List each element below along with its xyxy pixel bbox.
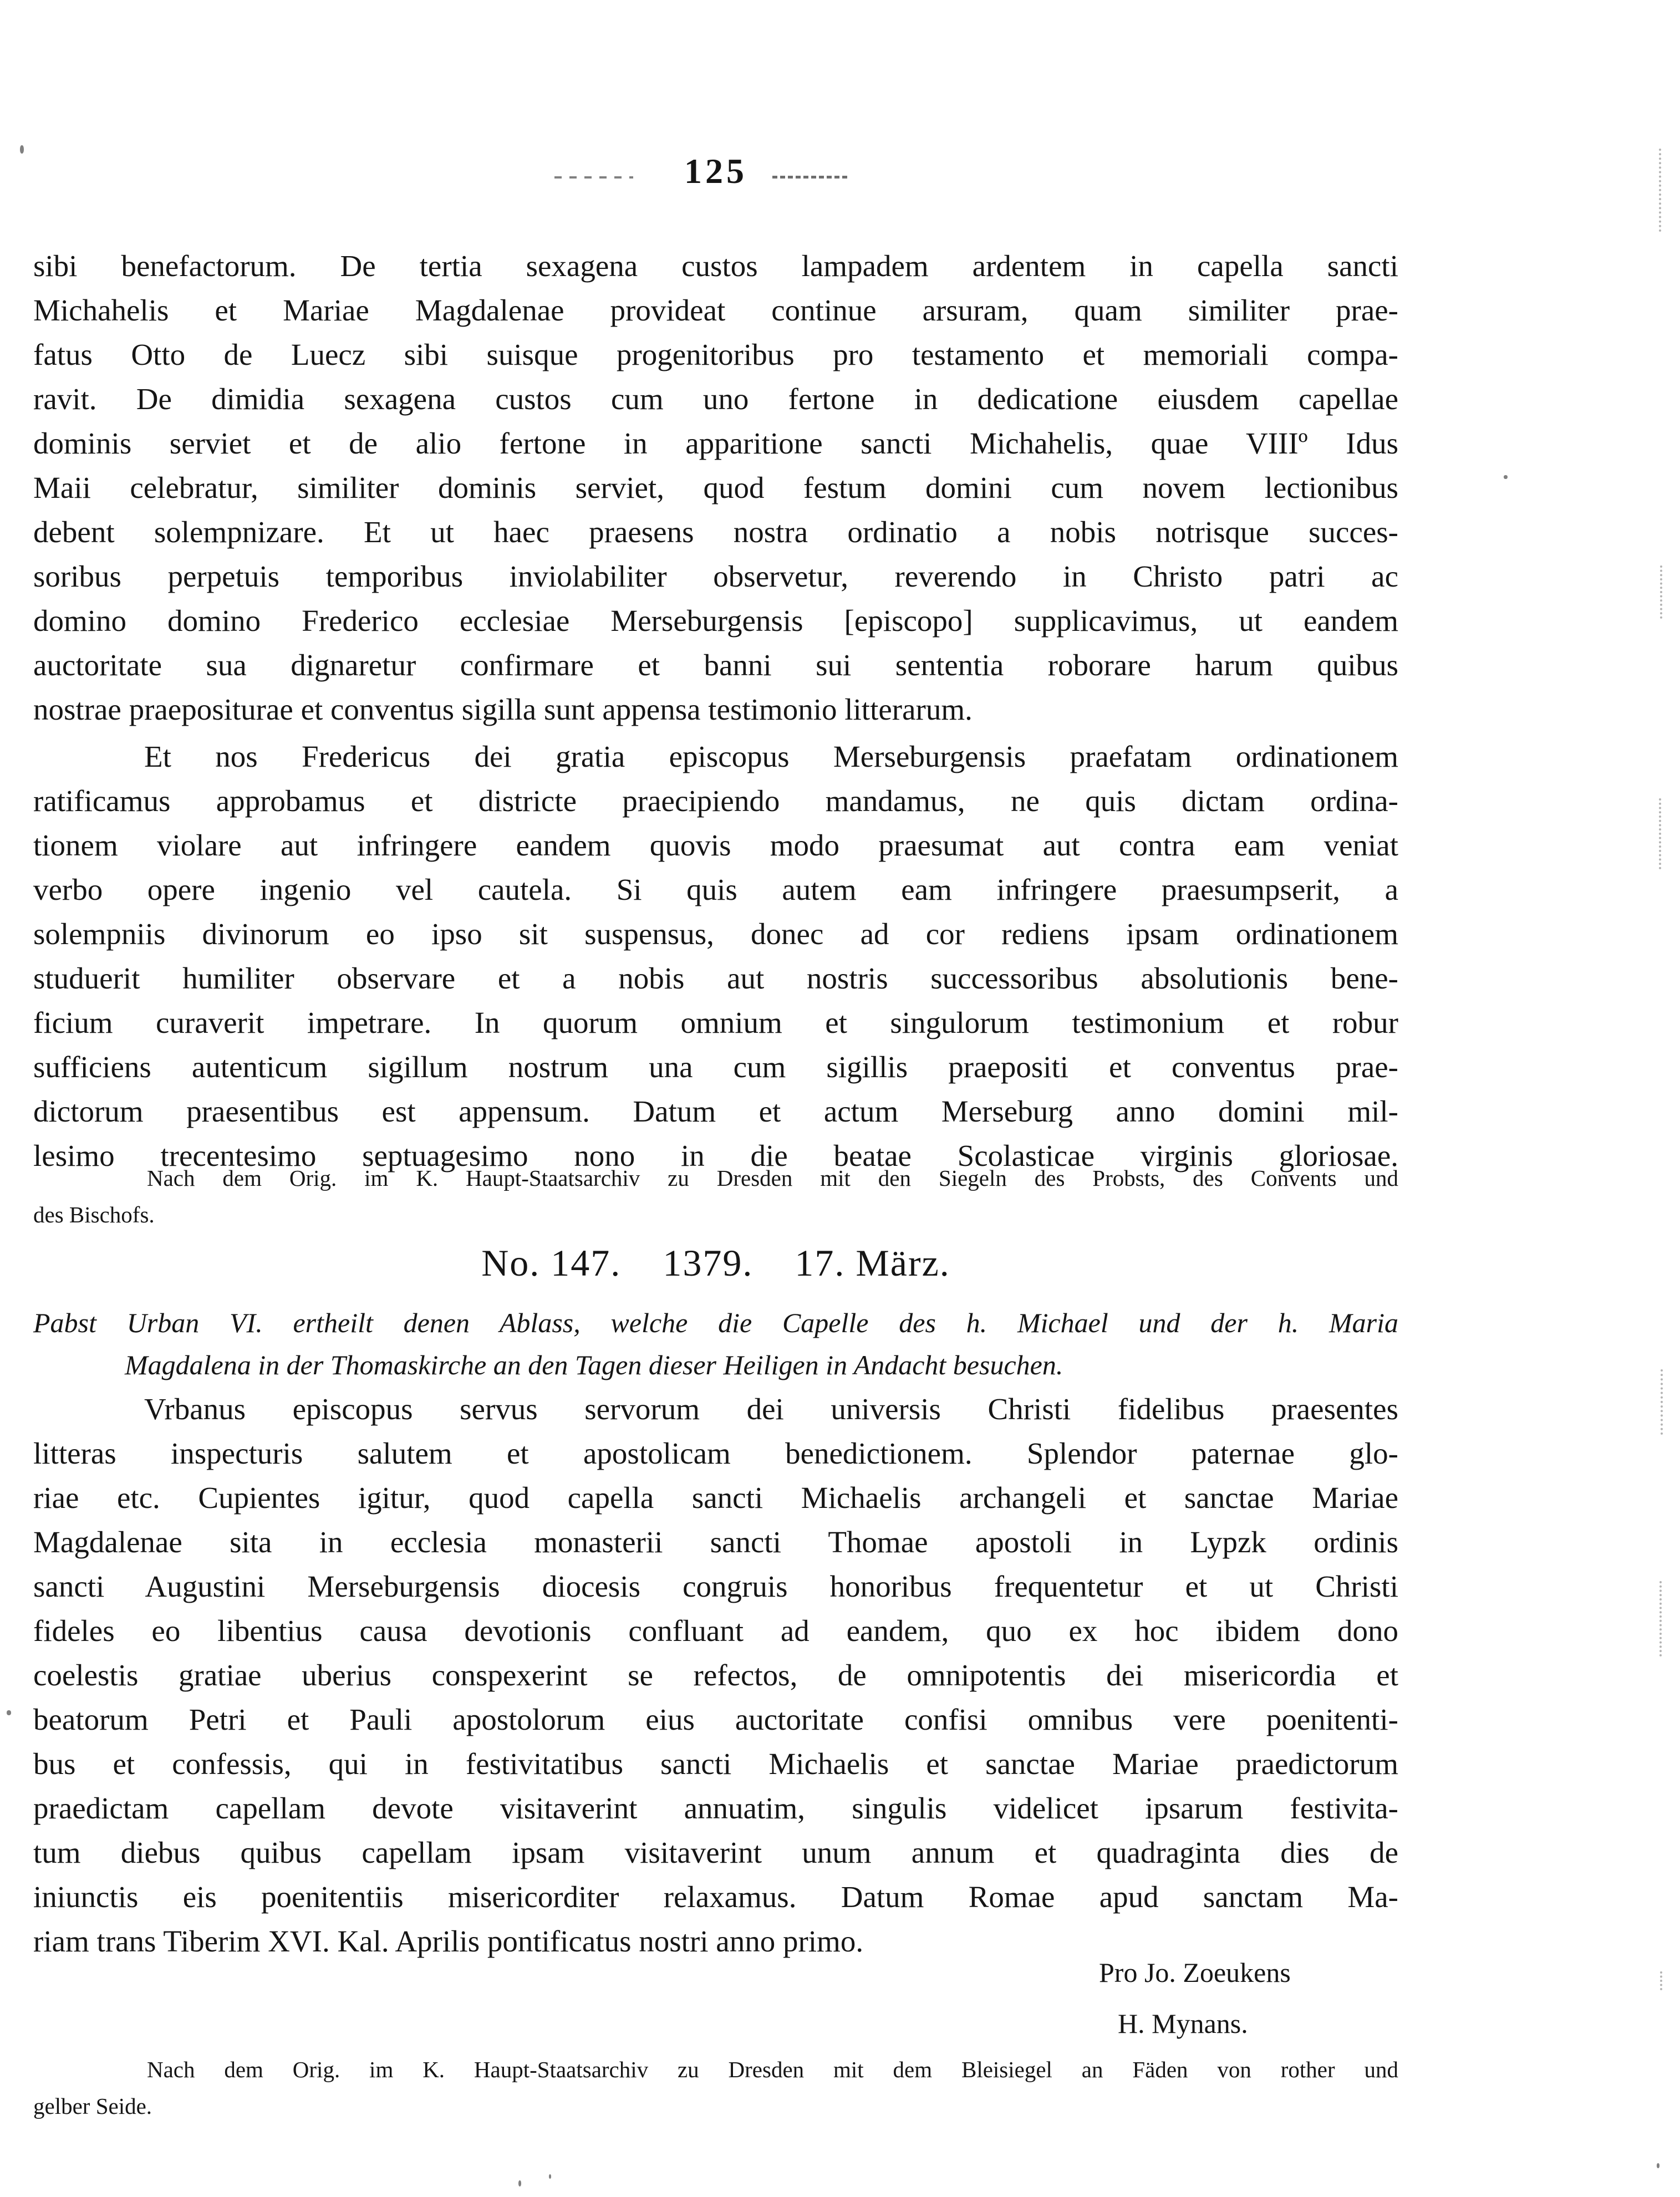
text-line: bus et confessis, qui in festivitatibus sancti Michaelis et sanctae Mariae praedictorum [33,1747,1398,1781]
doc146-source-note [33,1160,1398,1233]
scan-dash-artifact [772,176,850,179]
scan-tick-artifact [1660,565,1662,619]
page-header [33,151,1398,195]
text-line: sufficiens autenticum sigillum nostrum una cum sigillis praepositi et conventus prae- [33,1050,1398,1084]
source-note-line: gelber Seide. [33,2093,152,2119]
scan-speck-artifact [1657,2163,1659,2168]
scan-tick-artifact [1661,1369,1663,1435]
text-line: beatorum Petri et Pauli apostolorum eius auctoritate confisi omnibus vere poenitenti- [33,1702,1398,1736]
text-line: nostrae praepositurae et conventus sigilla sunt appensa testimonio litterarum. [33,692,973,726]
doc146-confirmation-paragraph [33,735,1398,1178]
text-line: riae etc. Cupientes igitur, quod capella sancti Michaelis archangeli et sanctae Mariae [33,1481,1398,1515]
text-line: ratificamus approbamus et districte praecipiendo mandamus, ne quis dictam ordina- [33,784,1398,818]
regest-line: Pabst Urban VI. ertheilt denen Ablass, welche die Capelle des h. Michael und der h. Maria [33,1307,1398,1338]
text-line: Maii celebratur, similiter dominis serviet, quod festum domini cum novem lectionibus [33,471,1398,504]
source-note-line: des Bischofs. [33,1202,155,1227]
doc147-source-note [33,2051,1398,2124]
scan-dash-artifact [554,176,633,179]
text-line: Et nos Fredericus dei gratia episcopus Merseburgensis praefatam ordinationem [144,740,1398,773]
text-line: verbo opere ingenio vel cautela. Si quis autem eam infringere praesumpserit, a [33,873,1398,906]
scan-speck-artifact [1504,475,1508,479]
doc-date: 17. März. [795,1242,950,1284]
scan-speck-artifact [7,1710,11,1715]
scan-speck-artifact [549,2174,551,2179]
text-line: domino domino Frederico ecclesiae Merseburgensis [episcopo] supplicavimus, ut eandem [33,604,1398,638]
signature-line: H. Mynans. [1118,2008,1248,2039]
doc-year: 1379. [663,1242,754,1284]
doc147-body-paragraph [33,1387,1398,1964]
text-line: sancti Augustini Merseburgensis diocesis congruis honoribus frequentetur et ut Christi [33,1569,1398,1603]
scan-tick-artifact [1659,149,1661,232]
doc147-heading [33,1238,1398,1288]
scan-tick-artifact [1659,798,1661,869]
text-line: debent solempnizare. Et ut haec praesens nostra ordinatio a nobis notrisque succes- [33,515,1398,549]
text-line: Magdalenae sita in ecclesia monasterii sancti Thomae apostoli in Lypzk ordinis [33,1525,1398,1559]
text-line: tum diebus quibus capellam ipsam visitaverint unum annum et quadraginta dies de [33,1836,1398,1869]
doc147-regest [33,1302,1398,1386]
text-line: dictorum praesentibus est appensum. Datum et actum Merseburg anno domini mil- [33,1094,1398,1128]
scan-speck-artifact [20,145,24,154]
text-line: tionem violare aut infringere eandem quovis modo praesumat aut contra eam veniat [33,828,1398,862]
text-line: soribus perpetuis temporibus inviolabiliter observetur, reverendo in Christo patri ac [33,559,1398,593]
text-line: fideles eo libentius causa devotionis confluant ad eandem, quo ex hoc ibidem dono [33,1614,1398,1648]
text-line: sibi benefactorum. De tertia sexagena custos lampadem ardentem in capella sancti [33,249,1398,283]
text-line: iniunctis eis poenitentiis misericorditer relaxamus. Datum Romae apud sanctam Ma- [33,1880,1398,1914]
source-note-line: Nach dem Orig. im K. Haupt-Staatsarchiv zu Dresden mit dem Bleisiegel an Fäden von rother und [147,2057,1398,2082]
text-line: Michahelis et Mariae Magdalenae provideat continue arsuram, quam similiter prae- [33,293,1398,327]
source-note-line: Nach dem Orig. im K. Haupt-Staatsarchiv zu Dresden mit den Siegeln des Probsts, des Convents und [147,1165,1398,1191]
text-line: Vrbanus episcopus servus servorum dei universis Christi fidelibus praesentes [144,1392,1398,1426]
text-line: ficium curaverit impetrare. In quorum omnium et singulorum testimonium et robur [33,1006,1398,1039]
doc147-signatures [1099,1947,1443,2049]
doc146-continuation-paragraph [33,244,1398,732]
scan-speck-artifact [518,2180,521,2186]
text-line: lesimo trecentesimo septuagesimo nono in die beatae Scolasticae virginis gloriosae. [33,1139,1398,1173]
scan-tick-artifact [1660,1971,1662,1990]
text-line: studuerit humiliter observare et a nobis aut nostris successoribus absolutionis bene- [33,961,1398,995]
text-line: solempniis divinorum eo ipso sit suspensus, donec ad cor rediens ipsam ordinationem [33,917,1398,951]
text-line: riam trans Tiberim XVI. Kal. Aprilis pontificatus nostri anno primo. [33,1924,864,1958]
text-line: coelestis gratiae uberius conspexerint se refectos, de omnipotentis dei misericordia et [33,1658,1398,1692]
text-line: litteras inspecturis salutem et apostolicam benedictionem. Splendor paternae glo- [33,1436,1398,1470]
text-line: ravit. De dimidia sexagena custos cum uno fertone in dedicatione eiusdem capellae [33,382,1398,416]
doc-number: No. 147. [481,1242,622,1284]
signature-line: Pro Jo. Zoeukens [1099,1957,1291,1988]
regest-line: Magdalena in der Thomaskirche an den Tagen dieser Heiligen in Andacht besuchen. [125,1349,1063,1380]
text-line: auctoritate sua dignaretur confirmare et banni sui sententia roborare harum quibus [33,648,1398,682]
scan-tick-artifact [1659,1581,1662,1656]
text-line: praedictam capellam devote visitaverint annuatim, singulis videlicet ipsarum festivita- [33,1791,1398,1825]
page-number: 125 [684,151,747,191]
text-line: fatus Otto de Luecz sibi suisque progenitoribus pro testamento et memoriali compa- [33,338,1398,371]
text-line: dominis serviet et de alio fertone in apparitione sancti Michahelis, quae VIIIº Idus [33,426,1398,460]
